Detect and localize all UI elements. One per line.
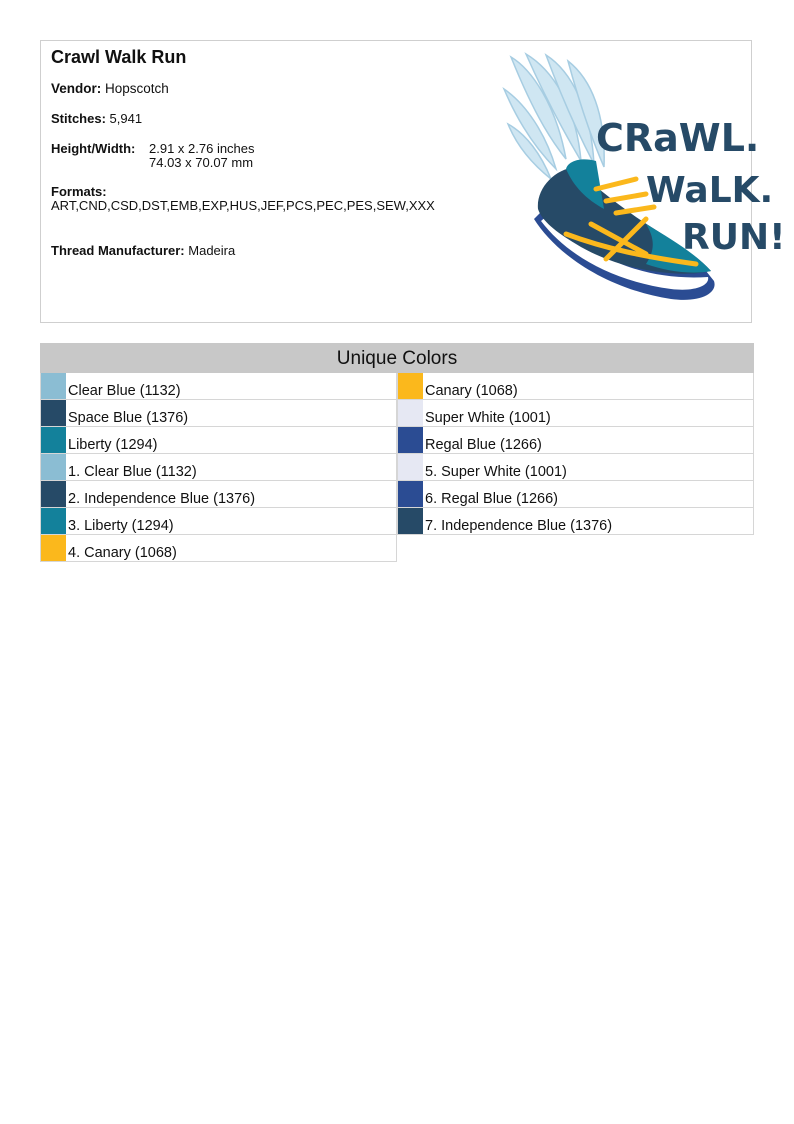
- formats-value: ART,CND,CSD,DST,EMB,EXP,HUS,JEF,PCS,PEC,PES,SEW,XXX: [51, 198, 435, 213]
- color-label: Clear Blue (1132): [68, 383, 181, 399]
- design-title: Crawl Walk Run: [51, 47, 187, 67]
- color-swatch: [398, 508, 423, 534]
- color-swatch: [41, 427, 66, 453]
- color-label: Regal Blue (1266): [425, 437, 542, 453]
- color-row: [397, 427, 754, 454]
- color-swatch: [41, 373, 66, 399]
- stitches-line: [51, 111, 142, 126]
- color-row: [40, 454, 397, 481]
- color-row: [40, 481, 397, 508]
- vendor-line: [51, 81, 169, 96]
- color-swatch: [41, 454, 66, 480]
- color-row: [397, 454, 754, 481]
- color-label: 3. Liberty (1294): [68, 518, 174, 534]
- color-swatch: [41, 535, 66, 561]
- colors-right-column: [397, 373, 754, 535]
- color-row: [40, 427, 397, 454]
- color-row: [40, 373, 397, 400]
- color-label: Super White (1001): [425, 410, 551, 426]
- artwork-text-crawl: CRaWL.: [596, 116, 760, 160]
- height-width-mm: 74.03 x 70.07 mm: [149, 155, 254, 170]
- thread-manufacturer-line: [51, 243, 235, 258]
- color-swatch: [398, 454, 423, 480]
- color-label: Liberty (1294): [68, 437, 158, 453]
- color-swatch: [398, 400, 423, 426]
- thread-value: Madeira: [188, 243, 236, 258]
- color-swatch: [41, 508, 66, 534]
- artwork-text-walk: WaLK.: [646, 170, 774, 211]
- vendor-label: Vendor:: [51, 81, 102, 96]
- artwork-text-run: RUN!: [682, 217, 786, 258]
- color-swatch: [41, 400, 66, 426]
- color-swatch: [398, 481, 423, 507]
- color-row: [397, 481, 754, 508]
- color-swatch: [398, 427, 423, 453]
- color-row: [40, 508, 397, 535]
- vendor-value: Hopscotch: [105, 81, 169, 96]
- color-label: 7. Independence Blue (1376): [425, 518, 613, 534]
- color-row: [40, 535, 397, 562]
- color-label: 5. Super White (1001): [425, 464, 567, 480]
- color-row: [397, 508, 754, 535]
- color-label: 4. Canary (1068): [68, 545, 177, 561]
- design-artwork: [496, 49, 786, 317]
- stitches-label: Stitches:: [51, 111, 106, 126]
- formats-label: Formats:: [51, 184, 107, 199]
- stitches-value: 5,941: [109, 111, 143, 126]
- color-label: Canary (1068): [425, 383, 518, 399]
- thread-label: Thread Manufacturer:: [51, 243, 185, 258]
- color-row: [40, 400, 397, 427]
- color-label: Space Blue (1376): [68, 410, 189, 426]
- unique-colors-header: Unique Colors: [40, 343, 754, 373]
- height-width-inches: 2.91 x 2.76 inches: [149, 141, 255, 156]
- design-info-card: [40, 40, 786, 323]
- color-row: [397, 400, 754, 427]
- color-row: [397, 373, 754, 400]
- color-label: 6. Regal Blue (1266): [425, 491, 558, 507]
- color-swatch: [41, 481, 66, 507]
- color-swatch: [398, 373, 423, 399]
- color-label: 1. Clear Blue (1132): [68, 464, 197, 480]
- color-label: 2. Independence Blue (1376): [68, 491, 256, 507]
- colors-left-column: [40, 373, 397, 562]
- height-width-label: Height/Width:: [51, 141, 136, 156]
